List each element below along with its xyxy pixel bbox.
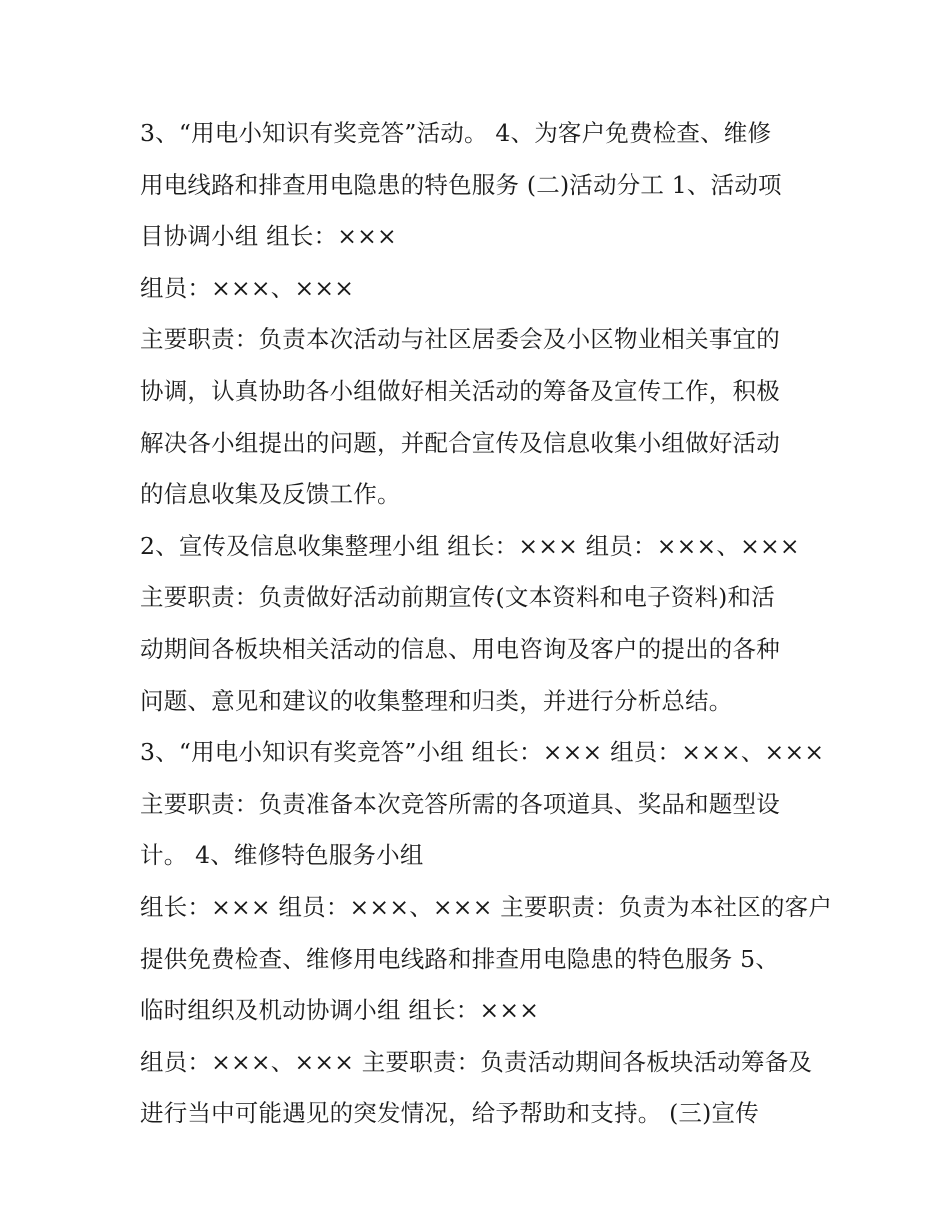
document-body [140, 108, 833, 1140]
text-line: 主要职责：负责准备本次竞答所需的各项道具、奖品和题型设 [140, 789, 780, 818]
text-line: 目协调小组 组长：××× [140, 222, 397, 251]
text-line: 临时组织及机动协调小组 组长：××× [140, 996, 540, 1025]
text-line: 的信息收集及反馈工作。 [140, 480, 401, 509]
text-line: 问题、意见和建议的收集整理和归类，并进行分析总结。 [140, 686, 733, 715]
text-line: 动期间各板块相关活动的信息、用电咨询及客户的提出的各种 [140, 634, 780, 663]
text-line: 3、“用电小知识有奖竞答”小组 组长：××× 组员：×××、××× [140, 738, 825, 767]
text-line: 2、宣传及信息收集整理小组 组长：××× 组员：×××、××× [140, 531, 800, 560]
text-line: 主要职责：负责本次活动与社区居委会及小区物业相关事宜的 [140, 325, 780, 354]
text-line: 协调，认真协助各小组做好相关活动的筹备及宣传工作，积极 [140, 376, 780, 405]
text-line: 解决各小组提出的问题，并配合宣传及信息收集小组做好活动 [140, 428, 780, 457]
text-line: 提供免费检查、维修用电线路和排查用电隐患的特色服务 5、 [140, 944, 780, 973]
text-line: 计。 4、维修特色服务小组 [140, 841, 424, 870]
text-line: 进行当中可能遇见的突发情况，给予帮助和支持。 (三)宣传 [140, 1099, 759, 1128]
text-line: 组长：××× 组员：×××、××× 主要职责：负责为本社区的客户 [140, 892, 833, 921]
text-line: 主要职责：负责做好活动前期宣传(文本资料和电子资料)和活 [140, 583, 775, 612]
text-line: 组员：×××、××× 主要职责：负责活动期间各板块活动筹备及 [140, 1047, 813, 1076]
text-line: 组员：×××、××× [140, 273, 355, 302]
text-line: 用电线路和排查用电隐患的特色服务 (二)活动分工 1、活动项 [140, 170, 782, 199]
text-line: 3、“用电小知识有奖竞答”活动。 4、为客户免费检查、维修 [140, 119, 772, 147]
